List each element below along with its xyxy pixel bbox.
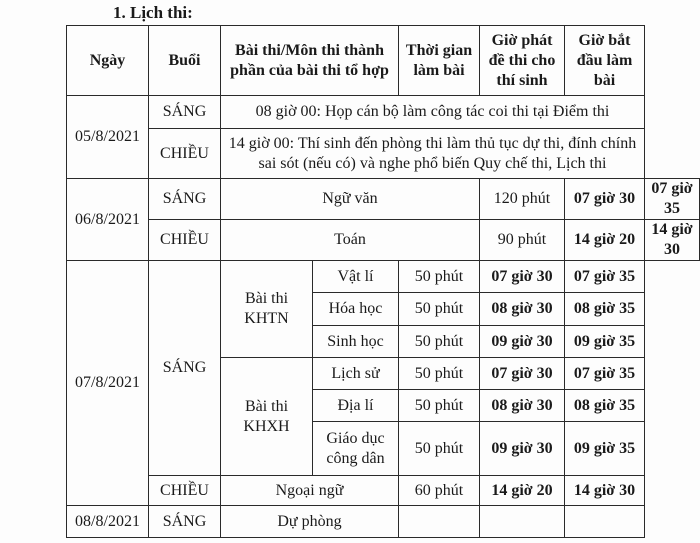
table-row xyxy=(67,261,700,293)
header-session: Buổi xyxy=(149,26,221,96)
subject-cell: Hóa học xyxy=(313,293,399,326)
subject-cell: Ngoại ngữ xyxy=(221,476,399,506)
duration-cell: 120 phút xyxy=(480,179,565,220)
start-time-cell: 08 giờ 35 xyxy=(565,390,645,422)
handout-time-cell: 09 giờ 30 xyxy=(480,422,565,476)
start-time-cell: 07 giờ 35 xyxy=(565,358,645,390)
exam-schedule-table xyxy=(66,25,700,538)
duration-cell: 50 phút xyxy=(399,358,480,390)
date-cell: 07/8/2021 xyxy=(67,261,149,506)
header-handout-time: Giờ phát đề thi cho thí sinh xyxy=(480,26,565,96)
duration-cell: 60 phút xyxy=(399,476,480,506)
note-cell: 08 giờ 00: Họp cán bộ làm công tác coi thi tại Điểm thi xyxy=(221,96,645,129)
start-time-cell: 09 giờ 35 xyxy=(565,422,645,476)
table-row xyxy=(67,506,700,538)
handout-time-cell: 07 giờ 30 xyxy=(480,261,565,293)
duration-cell: 50 phút xyxy=(399,422,480,476)
handout-time-cell: 07 giờ 30 xyxy=(565,179,645,220)
session-cell: SÁNG xyxy=(149,506,221,538)
table-row xyxy=(67,220,700,261)
date-cell: 08/8/2021 xyxy=(67,506,149,538)
duration-cell: 50 phút xyxy=(399,293,480,326)
subject-cell: Sinh học xyxy=(313,326,399,358)
start-time-cell: 07 giờ 35 xyxy=(645,179,700,220)
note-cell: 14 giờ 00: Thí sinh đến phòng thi làm thủ tục dự thi, đính chính sai sót (nếu có) và nghe phổ biến Quy chế thi, Lịch thi xyxy=(221,129,645,179)
subject-cell: Toán xyxy=(221,220,480,261)
exam-group-cell: Bài thi KHXH xyxy=(221,358,313,476)
subject-cell: Dự phòng xyxy=(221,506,399,538)
start-time-cell: 14 giờ 30 xyxy=(565,476,645,506)
duration-cell: 90 phút xyxy=(480,220,565,261)
subject-cell: Vật lí xyxy=(313,261,399,293)
handout-time-cell: 07 giờ 30 xyxy=(480,358,565,390)
subject-cell: Lịch sử xyxy=(313,358,399,390)
date-cell: 05/8/2021 xyxy=(67,96,149,179)
session-cell: SÁNG xyxy=(149,179,221,220)
handout-time-cell: 09 giờ 30 xyxy=(480,326,565,358)
duration-cell: 50 phút xyxy=(399,326,480,358)
handout-time-cell: 08 giờ 30 xyxy=(480,293,565,326)
handout-time-cell: 08 giờ 30 xyxy=(480,390,565,422)
session-cell: SÁNG xyxy=(149,261,221,476)
handout-time-cell xyxy=(480,506,565,538)
start-time-cell xyxy=(565,506,645,538)
date-cell: 06/8/2021 xyxy=(67,179,149,261)
session-cell: CHIỀU xyxy=(149,220,221,261)
start-time-cell: 07 giờ 35 xyxy=(565,261,645,293)
start-time-cell: 08 giờ 35 xyxy=(565,293,645,326)
table-row xyxy=(67,476,700,506)
subject-cell: Ngữ văn xyxy=(221,179,480,220)
duration-cell: 50 phút xyxy=(399,261,480,293)
session-cell: CHIỀU xyxy=(149,476,221,506)
section-heading: 1. Lịch thi: xyxy=(113,3,193,22)
table-row xyxy=(67,96,700,129)
handout-time-cell: 14 giờ 20 xyxy=(565,220,645,261)
table-row xyxy=(67,129,700,179)
header-start-time: Giờ bắt đầu làm bài xyxy=(565,26,645,96)
duration-cell xyxy=(399,506,480,538)
header-duration: Thời gian làm bài xyxy=(399,26,480,96)
duration-cell: 50 phút xyxy=(399,390,480,422)
header-subject: Bài thi/Môn thi thành phần của bài thi tổ hợp xyxy=(221,26,399,96)
table-row xyxy=(67,179,700,220)
handout-time-cell: 14 giờ 20 xyxy=(480,476,565,506)
start-time-cell: 09 giờ 35 xyxy=(565,326,645,358)
subject-cell: Địa lí xyxy=(313,390,399,422)
header-date: Ngày xyxy=(67,26,149,96)
session-cell: SÁNG xyxy=(149,96,221,129)
subject-cell: Giáo dục công dân xyxy=(313,422,399,476)
start-time-cell: 14 giờ 30 xyxy=(645,220,700,261)
session-cell: CHIỀU xyxy=(149,129,221,179)
header-row xyxy=(67,26,700,96)
exam-group-cell: Bài thi KHTN xyxy=(221,261,313,358)
